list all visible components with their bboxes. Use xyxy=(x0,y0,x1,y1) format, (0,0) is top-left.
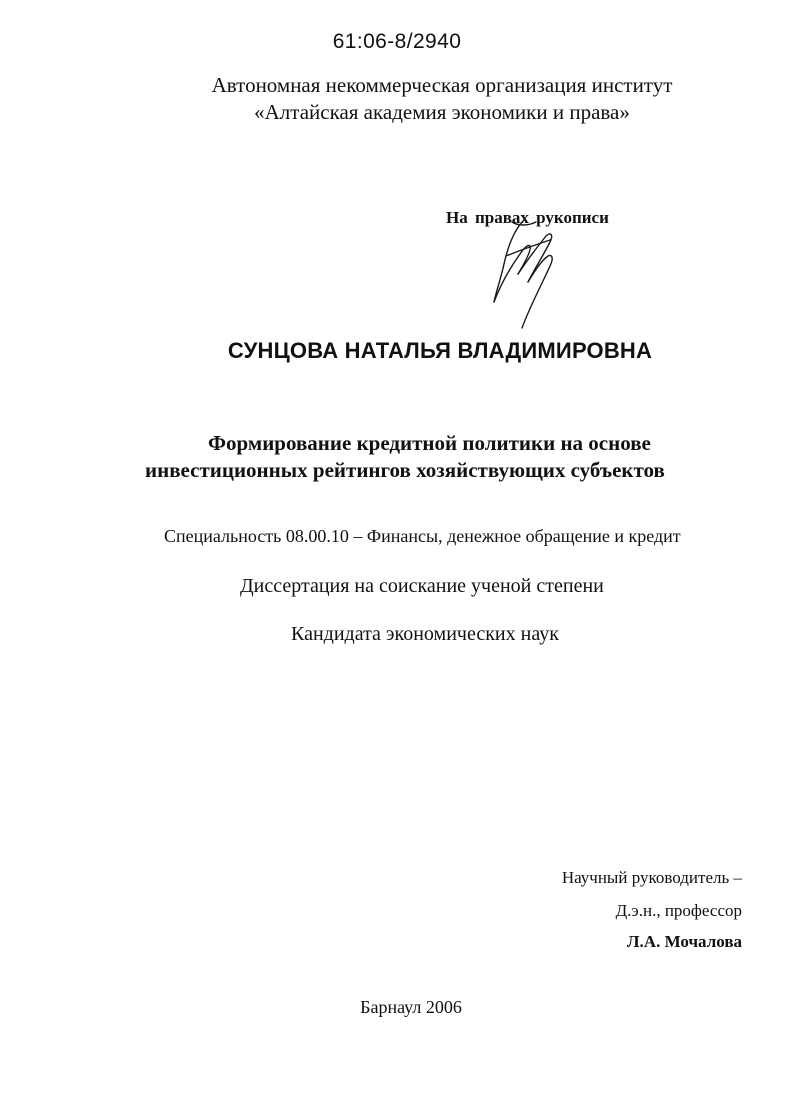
manuscript-rights-note: На правах рукописи xyxy=(446,208,609,227)
supervisor-role: Научный руководитель – xyxy=(561,868,742,887)
degree-line: Кандидата экономических наук xyxy=(291,623,559,645)
institution-line-1: Автономная некоммерческая организация институт xyxy=(211,73,673,97)
specialty-line: Специальность 08.00.10 – Финансы, денежное обращение и кредит xyxy=(164,526,681,546)
author-name: СУНЦОВА НАТАЛЬЯ ВЛАДИМИРОВНА xyxy=(227,338,653,363)
thesis-title-line-1: Формирование кредитной политики на основе xyxy=(208,431,651,455)
thesis-title-line-2: инвестиционных рейтингов хозяйствующих субъектов xyxy=(145,458,665,482)
catalog-number: 61:06-8/2940 xyxy=(332,30,462,53)
dissertation-line: Диссертация на соискание ученой степени xyxy=(240,575,604,597)
institution-line-2: «Алтайская академия экономики и права» xyxy=(254,100,630,124)
supervisor-title: Д.э.н., профессор xyxy=(615,901,742,920)
handwritten-signature-icon xyxy=(484,216,574,332)
city-year: Барнаул 2006 xyxy=(360,997,462,1017)
supervisor-name: Л.А. Мочалова xyxy=(626,932,742,951)
